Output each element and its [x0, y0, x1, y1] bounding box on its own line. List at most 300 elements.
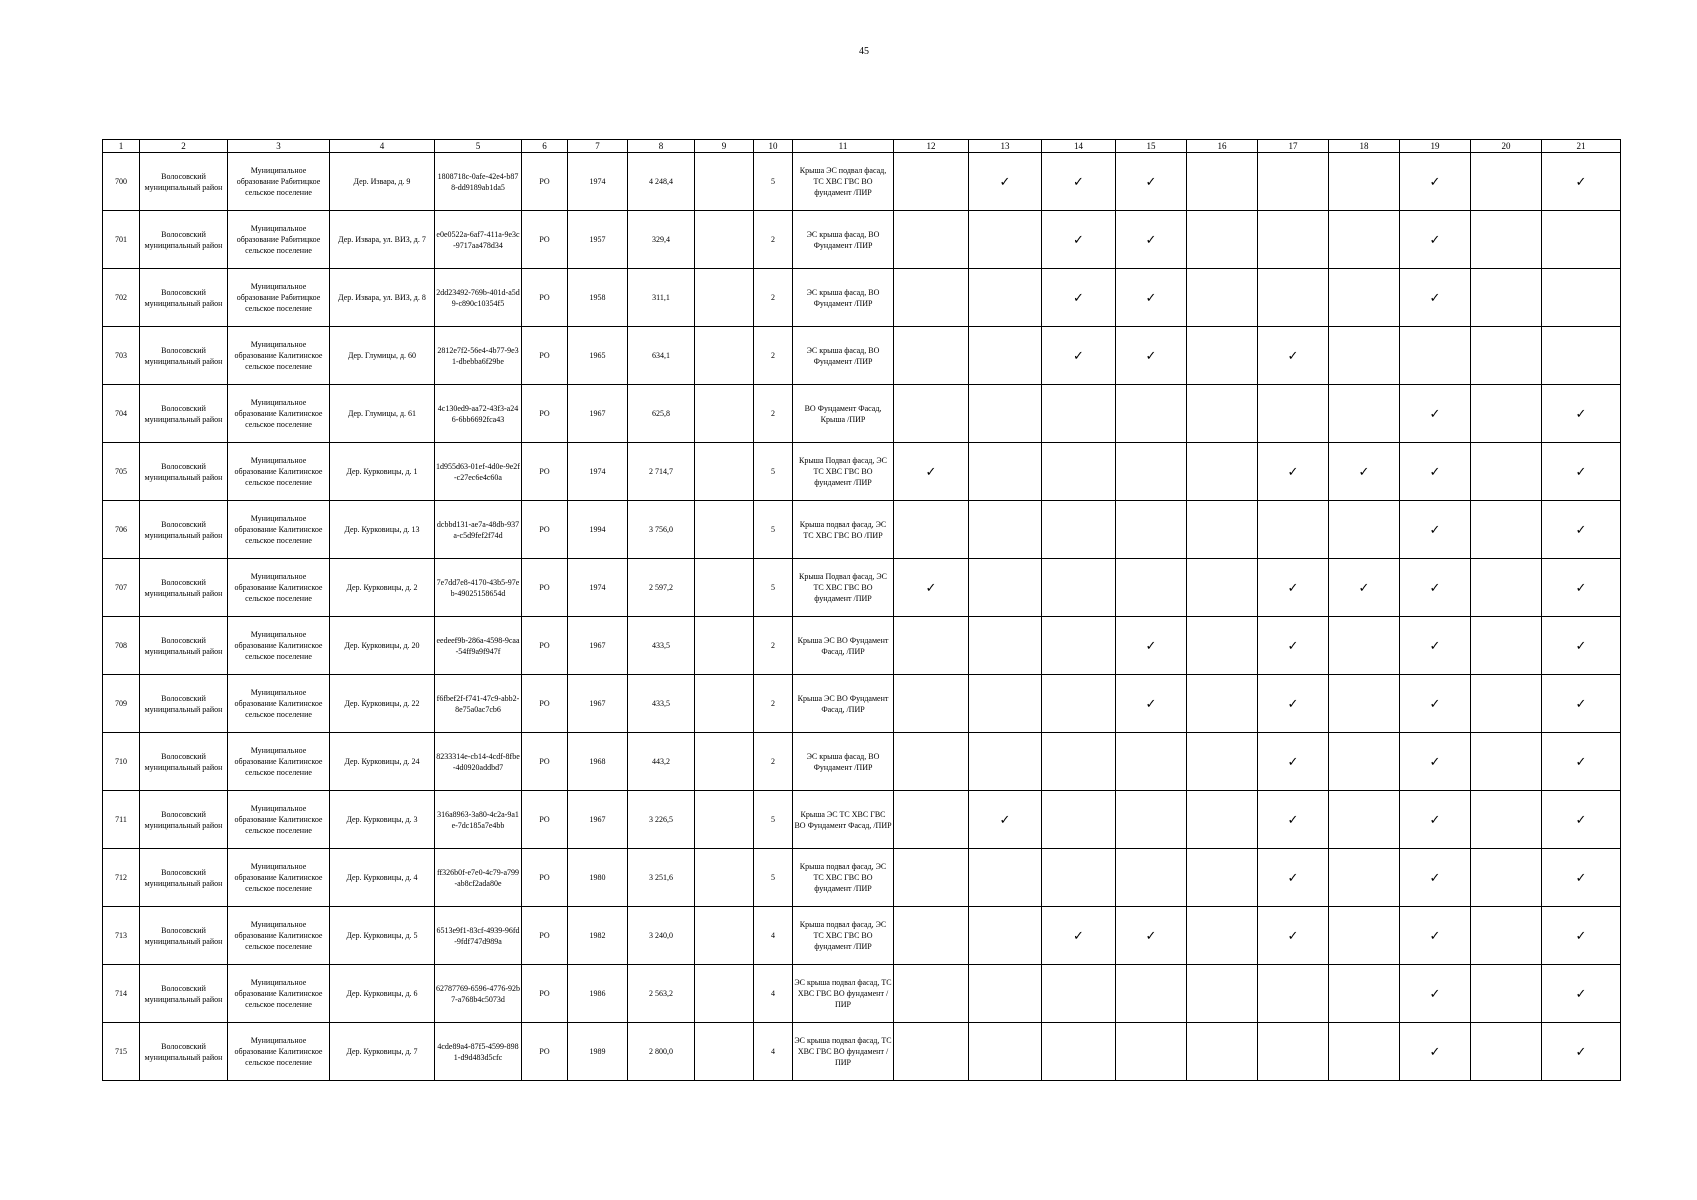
check-cell-col-19	[1400, 153, 1471, 211]
municipality-cell: Муниципальное образование Калитинское сельское поселение	[228, 559, 330, 617]
check-cell-col-15	[1116, 907, 1187, 965]
housing-registry-table	[102, 139, 1621, 1081]
check-cell-col-20	[1471, 1023, 1542, 1081]
check-cell-col-13	[969, 211, 1042, 269]
check-cell-col-19	[1400, 1023, 1471, 1081]
check-cell-col-19	[1400, 501, 1471, 559]
area-cell: 3 251,6	[628, 849, 695, 907]
column-header-21: 21	[1542, 140, 1621, 153]
municipality-cell: Муниципальное образование Калитинское сельское поселение	[228, 501, 330, 559]
district-cell: Волосовский муниципальный район	[140, 1023, 228, 1081]
table-row	[103, 153, 1621, 211]
works-cell: ВО Фундамент Фасад, Крыша /ПИР	[793, 385, 894, 443]
check-cell-col-12	[894, 907, 969, 965]
check-cell-col-16	[1187, 385, 1258, 443]
check-cell-col-14	[1042, 501, 1116, 559]
municipality-cell: Муниципальное образование Рабитицкое сельское поселение	[228, 153, 330, 211]
check-cell-col-21	[1542, 211, 1621, 269]
column-9-cell	[695, 617, 754, 675]
check-cell-col-12	[894, 965, 969, 1023]
house-id-cell: 7e7dd7e8-4170-43b5-97eb-49025158654d	[435, 559, 522, 617]
house-id-cell: 8233314e-cb14-4cdf-8fbe-4d0920addbd7	[435, 733, 522, 791]
check-cell-col-15	[1116, 211, 1187, 269]
check-cell-col-15	[1116, 443, 1187, 501]
table-row	[103, 501, 1621, 559]
floors-cell: 4	[754, 907, 793, 965]
district-cell: Волосовский муниципальный район	[140, 211, 228, 269]
checkmark-icon: ✓	[1073, 231, 1084, 247]
check-cell-col-19	[1400, 965, 1471, 1023]
checkmark-icon: ✓	[1575, 985, 1587, 1001]
check-cell-col-15	[1116, 965, 1187, 1023]
column-number-row	[103, 140, 1621, 153]
check-cell-col-12	[894, 327, 969, 385]
check-cell-col-20	[1471, 617, 1542, 675]
works-cell: Крыша Подвал фасад, ЭС ТС ХВС ГВС ВО фундамент /ПИР	[793, 443, 894, 501]
check-cell-col-14	[1042, 327, 1116, 385]
district-cell: Волосовский муниципальный район	[140, 849, 228, 907]
column-9-cell	[695, 675, 754, 733]
address-cell: Дер. Курковицы, д. 2	[330, 559, 435, 617]
checkmark-icon: ✓	[925, 463, 937, 479]
row-number-cell: 703	[103, 327, 140, 385]
check-cell-col-19	[1400, 269, 1471, 327]
address-cell: Дер. Курковицы, д. 4	[330, 849, 435, 907]
column-9-cell	[695, 907, 754, 965]
check-cell-col-14	[1042, 965, 1116, 1023]
address-cell: Дер. Курковицы, д. 24	[330, 733, 435, 791]
year-cell: 1965	[568, 327, 628, 385]
column-header-9: 9	[695, 140, 754, 153]
row-number-cell: 709	[103, 675, 140, 733]
column-header-13: 13	[969, 140, 1042, 153]
area-cell: 625,8	[628, 385, 695, 443]
area-cell: 3 756,0	[628, 501, 695, 559]
check-cell-col-14	[1042, 907, 1116, 965]
type-cell: РО	[522, 849, 568, 907]
check-cell-col-16	[1187, 153, 1258, 211]
type-cell: РО	[522, 675, 568, 733]
table-row	[103, 327, 1621, 385]
municipality-cell: Муниципальное образование Калитинское сельское поселение	[228, 385, 330, 443]
column-header-8: 8	[628, 140, 695, 153]
house-id-cell: 4c130ed9-aa72-43f3-a246-6bb6692fca43	[435, 385, 522, 443]
check-cell-col-17	[1258, 907, 1329, 965]
checkmark-icon: ✓	[1429, 985, 1441, 1001]
check-cell-col-13	[969, 617, 1042, 675]
check-cell-col-15	[1116, 849, 1187, 907]
check-cell-col-14	[1042, 559, 1116, 617]
check-cell-col-12	[894, 791, 969, 849]
check-cell-col-14	[1042, 675, 1116, 733]
floors-cell: 2	[754, 675, 793, 733]
checkmark-icon: ✓	[1575, 521, 1587, 537]
check-cell-col-17	[1258, 965, 1329, 1023]
check-cell-col-19	[1400, 385, 1471, 443]
check-cell-col-14	[1042, 385, 1116, 443]
floors-cell: 2	[754, 733, 793, 791]
works-cell: Крыша ЭС ВО Фундамент Фасад, /ПИР	[793, 675, 894, 733]
municipality-cell: Муниципальное образование Калитинское сельское поселение	[228, 849, 330, 907]
table-header	[103, 140, 1621, 153]
check-cell-col-21	[1542, 385, 1621, 443]
check-cell-col-17	[1258, 443, 1329, 501]
house-id-cell: f6fbef2f-f741-47c9-abb2-8e75a0ac7cb6	[435, 675, 522, 733]
check-cell-col-15	[1116, 501, 1187, 559]
check-cell-col-16	[1187, 211, 1258, 269]
works-cell: Крыша ЭС подвал фасад, ТС ХВС ГВС ВО фундамент /ПИР	[793, 153, 894, 211]
check-cell-col-18	[1329, 501, 1400, 559]
floors-cell: 5	[754, 443, 793, 501]
check-cell-col-14	[1042, 849, 1116, 907]
check-cell-col-18	[1329, 443, 1400, 501]
check-cell-col-16	[1187, 327, 1258, 385]
type-cell: РО	[522, 443, 568, 501]
works-cell: ЭС крыша фасад, ВО Фундамент /ПИР	[793, 327, 894, 385]
works-cell: Крыша Подвал фасад, ЭС ТС ХВС ГВС ВО фундамент /ПИР	[793, 559, 894, 617]
check-cell-col-16	[1187, 269, 1258, 327]
check-cell-col-14	[1042, 1023, 1116, 1081]
check-cell-col-21	[1542, 675, 1621, 733]
check-cell-col-18	[1329, 617, 1400, 675]
municipality-cell: Муниципальное образование Калитинское сельское поселение	[228, 907, 330, 965]
floors-cell: 5	[754, 849, 793, 907]
check-cell-col-15	[1116, 791, 1187, 849]
check-cell-col-13	[969, 443, 1042, 501]
check-cell-col-19	[1400, 791, 1471, 849]
municipality-cell: Муниципальное образование Калитинское сельское поселение	[228, 675, 330, 733]
check-cell-col-20	[1471, 269, 1542, 327]
column-9-cell	[695, 211, 754, 269]
address-cell: Дер. Извара, д. 9	[330, 153, 435, 211]
checkmark-icon: ✓	[1287, 637, 1299, 653]
house-id-cell: 2812e7f2-56e4-4b77-9e31-dbebba6f29be	[435, 327, 522, 385]
column-header-19: 19	[1400, 140, 1471, 153]
house-id-cell: dcbbd131-ae7a-48db-937a-c5d9fef2f74d	[435, 501, 522, 559]
column-header-1: 1	[103, 140, 140, 153]
check-cell-col-19	[1400, 617, 1471, 675]
municipality-cell: Муниципальное образование Рабитицкое сельское поселение	[228, 269, 330, 327]
check-cell-col-21	[1542, 443, 1621, 501]
check-cell-col-17	[1258, 791, 1329, 849]
check-cell-col-18	[1329, 849, 1400, 907]
check-cell-col-21	[1542, 327, 1621, 385]
checkmark-icon: ✓	[1358, 579, 1370, 595]
column-9-cell	[695, 965, 754, 1023]
table-row	[103, 559, 1621, 617]
check-cell-col-18	[1329, 327, 1400, 385]
floors-cell: 5	[754, 559, 793, 617]
check-cell-col-18	[1329, 675, 1400, 733]
column-9-cell	[695, 1023, 754, 1081]
year-cell: 1967	[568, 675, 628, 733]
municipality-cell: Муниципальное образование Калитинское сельское поселение	[228, 327, 330, 385]
checkmark-icon: ✓	[1429, 695, 1441, 711]
check-cell-col-13	[969, 559, 1042, 617]
check-cell-col-21	[1542, 269, 1621, 327]
column-header-4: 4	[330, 140, 435, 153]
checkmark-icon: ✓	[1073, 289, 1084, 305]
year-cell: 1980	[568, 849, 628, 907]
year-cell: 1989	[568, 1023, 628, 1081]
checkmark-icon: ✓	[1073, 927, 1084, 943]
checkmark-icon: ✓	[1287, 811, 1299, 827]
checkmark-icon: ✓	[1429, 521, 1441, 537]
district-cell: Волосовский муниципальный район	[140, 559, 228, 617]
area-cell: 634,1	[628, 327, 695, 385]
check-cell-col-19	[1400, 907, 1471, 965]
check-cell-col-13	[969, 907, 1042, 965]
floors-cell: 5	[754, 501, 793, 559]
row-number-cell: 714	[103, 965, 140, 1023]
row-number-cell: 711	[103, 791, 140, 849]
checkmark-icon: ✓	[1287, 753, 1299, 769]
address-cell: Дер. Глумицы, д. 61	[330, 385, 435, 443]
year-cell: 1958	[568, 269, 628, 327]
check-cell-col-17	[1258, 1023, 1329, 1081]
check-cell-col-18	[1329, 907, 1400, 965]
check-cell-col-12	[894, 1023, 969, 1081]
check-cell-col-19	[1400, 211, 1471, 269]
check-cell-col-13	[969, 965, 1042, 1023]
check-cell-col-13	[969, 501, 1042, 559]
type-cell: РО	[522, 1023, 568, 1081]
address-cell: Дер. Курковицы, д. 1	[330, 443, 435, 501]
year-cell: 1967	[568, 617, 628, 675]
year-cell: 1994	[568, 501, 628, 559]
check-cell-col-18	[1329, 733, 1400, 791]
check-cell-col-15	[1116, 385, 1187, 443]
check-cell-col-16	[1187, 791, 1258, 849]
checkmark-icon: ✓	[1575, 637, 1587, 653]
row-number-cell: 702	[103, 269, 140, 327]
table-row	[103, 965, 1621, 1023]
check-cell-col-12	[894, 501, 969, 559]
check-cell-col-13	[969, 1023, 1042, 1081]
column-header-20: 20	[1471, 140, 1542, 153]
check-cell-col-14	[1042, 617, 1116, 675]
check-cell-col-16	[1187, 733, 1258, 791]
check-cell-col-13	[969, 849, 1042, 907]
type-cell: РО	[522, 327, 568, 385]
district-cell: Волосовский муниципальный район	[140, 269, 228, 327]
check-cell-col-21	[1542, 849, 1621, 907]
column-header-3: 3	[228, 140, 330, 153]
column-header-2: 2	[140, 140, 228, 153]
district-cell: Волосовский муниципальный район	[140, 443, 228, 501]
table-row	[103, 675, 1621, 733]
check-cell-col-18	[1329, 1023, 1400, 1081]
check-cell-col-17	[1258, 211, 1329, 269]
checkmark-icon: ✓	[1073, 173, 1084, 189]
municipality-cell: Муниципальное образование Калитинское сельское поселение	[228, 791, 330, 849]
check-cell-col-17	[1258, 385, 1329, 443]
checkmark-icon: ✓	[1429, 579, 1441, 595]
column-9-cell	[695, 559, 754, 617]
checkmark-icon: ✓	[1358, 463, 1370, 479]
column-header-14: 14	[1042, 140, 1116, 153]
check-cell-col-15	[1116, 617, 1187, 675]
works-cell: ЭС крыша подвал фасад, ТС ХВС ГВС ВО фундамент /ПИР	[793, 965, 894, 1023]
area-cell: 2 563,2	[628, 965, 695, 1023]
check-cell-col-12	[894, 385, 969, 443]
district-cell: Волосовский муниципальный район	[140, 617, 228, 675]
table-row	[103, 1023, 1621, 1081]
column-9-cell	[695, 327, 754, 385]
page-number: 45	[859, 46, 869, 57]
check-cell-col-21	[1542, 501, 1621, 559]
district-cell: Волосовский муниципальный район	[140, 965, 228, 1023]
column-header-16: 16	[1187, 140, 1258, 153]
type-cell: РО	[522, 559, 568, 617]
column-9-cell	[695, 153, 754, 211]
check-cell-col-14	[1042, 211, 1116, 269]
municipality-cell: Муниципальное образование Калитинское сельское поселение	[228, 1023, 330, 1081]
checkmark-icon: ✓	[1575, 811, 1587, 827]
check-cell-col-21	[1542, 791, 1621, 849]
year-cell: 1982	[568, 907, 628, 965]
table-row	[103, 385, 1621, 443]
type-cell: РО	[522, 385, 568, 443]
house-id-cell: ff326b0f-e7e0-4c79-a799-ab8cf2ada80e	[435, 849, 522, 907]
municipality-cell: Муниципальное образование Калитинское сельское поселение	[228, 965, 330, 1023]
check-cell-col-12	[894, 211, 969, 269]
house-id-cell: 1d955d63-01ef-4d0e-9e2f-c27ec6e4c60a	[435, 443, 522, 501]
check-cell-col-21	[1542, 153, 1621, 211]
check-cell-col-12	[894, 269, 969, 327]
address-cell: Дер. Извара, ул. ВИЗ, д. 7	[330, 211, 435, 269]
row-number-cell: 701	[103, 211, 140, 269]
check-cell-col-16	[1187, 559, 1258, 617]
checkmark-icon: ✓	[1145, 927, 1157, 943]
check-cell-col-15	[1116, 559, 1187, 617]
check-cell-col-12	[894, 733, 969, 791]
check-cell-col-16	[1187, 965, 1258, 1023]
works-cell: Крыша ЭС ТС ХВС ГВС ВО Фундамент Фасад, /ПИР	[793, 791, 894, 849]
check-cell-col-17	[1258, 327, 1329, 385]
floors-cell: 2	[754, 269, 793, 327]
checkmark-icon: ✓	[1287, 579, 1299, 595]
row-number-cell: 707	[103, 559, 140, 617]
municipality-cell: Муниципальное образование Калитинское сельское поселение	[228, 617, 330, 675]
table-row	[103, 269, 1621, 327]
column-header-10: 10	[754, 140, 793, 153]
type-cell: РО	[522, 733, 568, 791]
year-cell: 1968	[568, 733, 628, 791]
check-cell-col-14	[1042, 733, 1116, 791]
checkmark-icon: ✓	[1575, 173, 1587, 189]
address-cell: Дер. Курковицы, д. 22	[330, 675, 435, 733]
check-cell-col-20	[1471, 559, 1542, 617]
checkmark-icon: ✓	[1145, 173, 1157, 189]
check-cell-col-12	[894, 617, 969, 675]
check-cell-col-18	[1329, 791, 1400, 849]
municipality-cell: Муниципальное образование Калитинское сельское поселение	[228, 733, 330, 791]
check-cell-col-20	[1471, 153, 1542, 211]
check-cell-col-13	[969, 385, 1042, 443]
check-cell-col-16	[1187, 907, 1258, 965]
check-cell-col-15	[1116, 269, 1187, 327]
checkmark-icon: ✓	[1429, 463, 1441, 479]
column-9-cell	[695, 849, 754, 907]
check-cell-col-21	[1542, 617, 1621, 675]
floors-cell: 2	[754, 211, 793, 269]
check-cell-col-17	[1258, 617, 1329, 675]
house-id-cell: 62787769-6596-4776-92b7-a768b4c5073d	[435, 965, 522, 1023]
area-cell: 4 248,4	[628, 153, 695, 211]
checkmark-icon: ✓	[1145, 231, 1157, 247]
column-header-6: 6	[522, 140, 568, 153]
check-cell-col-15	[1116, 733, 1187, 791]
row-number-cell: 704	[103, 385, 140, 443]
check-cell-col-20	[1471, 965, 1542, 1023]
check-cell-col-17	[1258, 559, 1329, 617]
check-cell-col-19	[1400, 559, 1471, 617]
area-cell: 329,4	[628, 211, 695, 269]
year-cell: 1974	[568, 153, 628, 211]
check-cell-col-21	[1542, 559, 1621, 617]
check-cell-col-14	[1042, 269, 1116, 327]
checkmark-icon: ✓	[1429, 637, 1441, 653]
year-cell: 1974	[568, 559, 628, 617]
area-cell: 433,5	[628, 675, 695, 733]
checkmark-icon: ✓	[1429, 231, 1441, 247]
area-cell: 2 714,7	[628, 443, 695, 501]
column-header-15: 15	[1116, 140, 1187, 153]
area-cell: 311,1	[628, 269, 695, 327]
checkmark-icon: ✓	[1287, 927, 1299, 943]
checkmark-icon: ✓	[1145, 347, 1157, 363]
check-cell-col-15	[1116, 675, 1187, 733]
check-cell-col-17	[1258, 733, 1329, 791]
municipality-cell: Муниципальное образование Калитинское сельское поселение	[228, 443, 330, 501]
row-number-cell: 713	[103, 907, 140, 965]
check-cell-col-19	[1400, 733, 1471, 791]
checkmark-icon: ✓	[1429, 1043, 1441, 1059]
column-9-cell	[695, 443, 754, 501]
type-cell: РО	[522, 791, 568, 849]
table-body	[103, 153, 1621, 1081]
check-cell-col-18	[1329, 269, 1400, 327]
floors-cell: 4	[754, 965, 793, 1023]
check-cell-col-19	[1400, 327, 1471, 385]
check-cell-col-16	[1187, 501, 1258, 559]
table-row	[103, 733, 1621, 791]
year-cell: 1967	[568, 791, 628, 849]
works-cell: Крыша подвал фасад, ЭС ТС ХВС ГВС ВО фундамент /ПИР	[793, 849, 894, 907]
check-cell-col-20	[1471, 791, 1542, 849]
house-id-cell: 316a8963-3a80-4c2a-9a1e-7dc185a7e4bb	[435, 791, 522, 849]
checkmark-icon: ✓	[1429, 753, 1441, 769]
checkmark-icon: ✓	[1575, 695, 1587, 711]
check-cell-col-19	[1400, 675, 1471, 733]
checkmark-icon: ✓	[1429, 811, 1441, 827]
check-cell-col-13	[969, 153, 1042, 211]
checkmark-icon: ✓	[1575, 1043, 1587, 1059]
check-cell-col-20	[1471, 385, 1542, 443]
checkmark-icon: ✓	[1429, 869, 1441, 885]
checkmark-icon: ✓	[1575, 753, 1587, 769]
floors-cell: 2	[754, 327, 793, 385]
check-cell-col-20	[1471, 501, 1542, 559]
house-id-cell: 2dd23492-769b-401d-a5d9-c890c10354f5	[435, 269, 522, 327]
checkmark-icon: ✓	[1073, 347, 1084, 363]
check-cell-col-20	[1471, 907, 1542, 965]
check-cell-col-20	[1471, 443, 1542, 501]
floors-cell: 2	[754, 617, 793, 675]
check-cell-col-17	[1258, 153, 1329, 211]
checkmark-icon: ✓	[1575, 927, 1587, 943]
